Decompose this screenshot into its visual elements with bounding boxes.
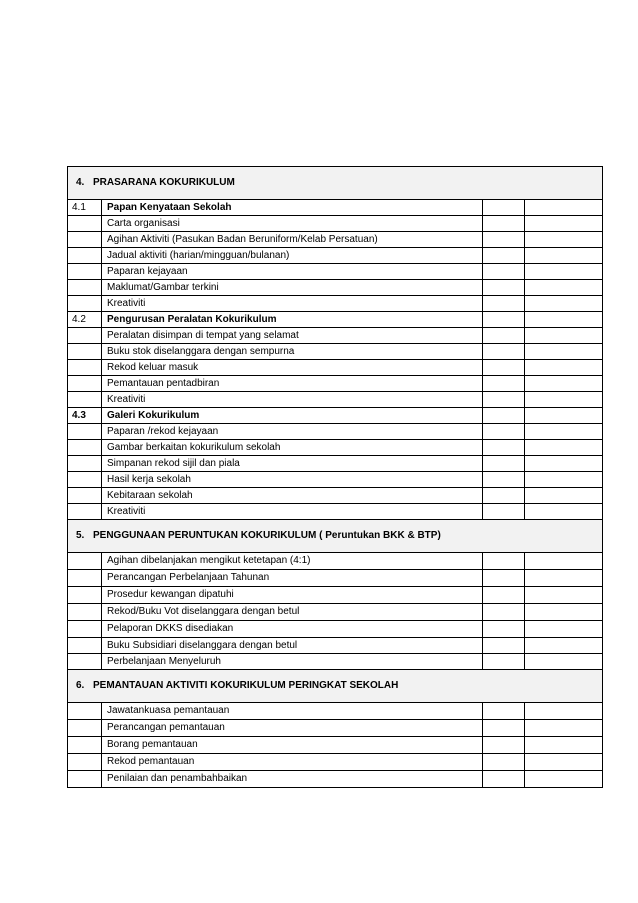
check-cell-a[interactable] [483, 754, 525, 771]
checklist-row [68, 488, 603, 504]
check-cell-a[interactable] [483, 771, 525, 788]
checklist-row [68, 654, 603, 670]
checklist-item: Rekod/Buku Vot diselanggara dengan betul [102, 604, 483, 621]
checklist-item: Kreativiti [102, 504, 483, 520]
checklist-item: Maklumat/Gambar terkini [102, 280, 483, 296]
row-number-cell [68, 703, 102, 720]
checklist-item: Gambar berkaitan kokurikulum sekolah [102, 440, 483, 456]
section-title-cell [68, 670, 603, 703]
check-cell-b[interactable] [525, 248, 603, 264]
checklist-item: Perancangan pemantauan [102, 720, 483, 737]
checklist-item: Jawatankuasa pemantauan [102, 703, 483, 720]
row-number-cell [68, 392, 102, 408]
checklist-row [68, 456, 603, 472]
check-cell-b[interactable] [525, 280, 603, 296]
checklist-row [68, 280, 603, 296]
checklist-row [68, 392, 603, 408]
check-cell-a[interactable] [483, 703, 525, 720]
checklist-row [68, 424, 603, 440]
row-number-cell [68, 604, 102, 621]
check-cell-b[interactable] [525, 570, 603, 587]
checklist-item: Paparan /rekod kejayaan [102, 424, 483, 440]
row-number-cell [68, 720, 102, 737]
check-cell-a[interactable] [483, 424, 525, 440]
row-number-cell [68, 344, 102, 360]
check-cell-b[interactable] [525, 587, 603, 604]
checklist-row [68, 360, 603, 376]
checklist-row [68, 248, 603, 264]
section-header [68, 520, 603, 553]
check-cell-b[interactable] [525, 360, 603, 376]
row-number-cell [68, 771, 102, 788]
subsection-title: Papan Kenyataan Sekolah [102, 200, 483, 216]
row-number-cell [68, 488, 102, 504]
check-cell-a[interactable] [483, 264, 525, 280]
check-cell-b[interactable] [525, 344, 603, 360]
check-cell-a[interactable] [483, 621, 525, 638]
check-cell-b[interactable] [525, 754, 603, 771]
check-cell-b[interactable] [525, 456, 603, 472]
check-cell-a[interactable] [483, 248, 525, 264]
check-cell-a[interactable] [483, 638, 525, 654]
check-cell-a[interactable] [483, 216, 525, 232]
check-cell-b[interactable] [525, 553, 603, 570]
checklist-row [68, 553, 603, 570]
check-cell-b[interactable] [525, 216, 603, 232]
check-cell-a[interactable] [483, 553, 525, 570]
row-number-cell [68, 553, 102, 570]
checklist-item: Borang pemantauan [102, 737, 483, 754]
check-cell-b[interactable] [525, 472, 603, 488]
check-cell-b[interactable] [525, 703, 603, 720]
check-cell-b[interactable] [525, 312, 603, 328]
check-cell-b[interactable] [525, 200, 603, 216]
checklist-row [68, 344, 603, 360]
row-number-cell [68, 456, 102, 472]
section-number: 6. [76, 680, 85, 691]
row-number-cell [68, 264, 102, 280]
check-cell-a[interactable] [483, 504, 525, 520]
section-title: PEMANTAUAN AKTIVITI KOKURIKULUM PERINGKAT SEKOLAH [93, 680, 399, 691]
checklist-item: Peralatan disimpan di tempat yang selamat [102, 328, 483, 344]
subsection-number: 4.3 [68, 408, 102, 424]
row-number-cell [68, 587, 102, 604]
row-number-cell [68, 754, 102, 771]
check-cell-b[interactable] [525, 604, 603, 621]
row-number-cell [68, 570, 102, 587]
checklist-item: Carta organisasi [102, 216, 483, 232]
checklist-row [68, 328, 603, 344]
checklist-row [68, 440, 603, 456]
row-number-cell [68, 296, 102, 312]
checklist-row [68, 587, 603, 604]
checklist-row [68, 754, 603, 771]
section-header [68, 670, 603, 703]
checklist-body [68, 167, 603, 788]
section-title-cell [68, 167, 603, 200]
check-cell-b[interactable] [525, 488, 603, 504]
check-cell-b[interactable] [525, 771, 603, 788]
row-number-cell [68, 328, 102, 344]
subsection-title: Galeri Kokurikulum [102, 408, 483, 424]
check-cell-a[interactable] [483, 280, 525, 296]
row-number-cell [68, 638, 102, 654]
checklist-item: Jadual aktiviti (harian/mingguan/bulanan) [102, 248, 483, 264]
checklist-row [68, 216, 603, 232]
checklist-row [68, 621, 603, 638]
checklist-row [68, 737, 603, 754]
checklist-item: Buku stok diselanggara dengan sempurna [102, 344, 483, 360]
row-number-cell [68, 472, 102, 488]
check-cell-a[interactable] [483, 344, 525, 360]
check-cell-a[interactable] [483, 570, 525, 587]
checklist-item: Rekod keluar masuk [102, 360, 483, 376]
check-cell-b[interactable] [525, 376, 603, 392]
checklist-item: Buku Subsidiari diselanggara dengan betul [102, 638, 483, 654]
row-number-cell [68, 376, 102, 392]
checklist-item: Prosedur kewangan dipatuhi [102, 587, 483, 604]
row-number-cell [68, 216, 102, 232]
checklist-row [68, 472, 603, 488]
check-cell-b[interactable] [525, 504, 603, 520]
checklist-sheet [67, 166, 602, 788]
checklist-item: Kebitaraan sekolah [102, 488, 483, 504]
check-cell-b[interactable] [525, 424, 603, 440]
checklist-row [68, 720, 603, 737]
check-cell-b[interactable] [525, 737, 603, 754]
checklist-item: Hasil kerja sekolah [102, 472, 483, 488]
checklist-row [68, 264, 603, 280]
subsection-row [68, 312, 603, 328]
check-cell-b[interactable] [525, 232, 603, 248]
checklist-item: Simpanan rekod sijil dan piala [102, 456, 483, 472]
check-cell-a[interactable] [483, 296, 525, 312]
section-title: PRASARANA KOKURIKULUM [93, 177, 235, 188]
check-cell-a[interactable] [483, 328, 525, 344]
row-number-cell [68, 280, 102, 296]
row-number-cell [68, 424, 102, 440]
check-cell-a[interactable] [483, 654, 525, 670]
check-cell-a[interactable] [483, 737, 525, 754]
checklist-item: Pemantauan pentadbiran [102, 376, 483, 392]
check-cell-b[interactable] [525, 392, 603, 408]
checklist-row [68, 376, 603, 392]
checklist-item: Paparan kejayaan [102, 264, 483, 280]
row-number-cell [68, 440, 102, 456]
check-cell-a[interactable] [483, 312, 525, 328]
check-cell-a[interactable] [483, 360, 525, 376]
checklist-item: Kreativiti [102, 296, 483, 312]
checklist-row [68, 232, 603, 248]
check-cell-a[interactable] [483, 232, 525, 248]
check-cell-a[interactable] [483, 408, 525, 424]
check-cell-a[interactable] [483, 440, 525, 456]
checklist-row [68, 604, 603, 621]
check-cell-a[interactable] [483, 200, 525, 216]
checklist-row [68, 638, 603, 654]
check-cell-b[interactable] [525, 638, 603, 654]
section-number: 4. [76, 177, 85, 188]
checklist-item: Penilaian dan penambahbaikan [102, 771, 483, 788]
check-cell-a[interactable] [483, 720, 525, 737]
checklist-row [68, 504, 603, 520]
check-cell-b[interactable] [525, 296, 603, 312]
subsection-number: 4.2 [68, 312, 102, 328]
section-number: 5. [76, 530, 85, 541]
section-title-cell [68, 520, 603, 553]
row-number-cell [68, 654, 102, 670]
row-number-cell [68, 232, 102, 248]
checklist-row [68, 703, 603, 720]
row-number-cell [68, 504, 102, 520]
subsection-number: 4.1 [68, 200, 102, 216]
row-number-cell [68, 360, 102, 376]
checklist-item: Kreativiti [102, 392, 483, 408]
check-cell-b[interactable] [525, 440, 603, 456]
checklist-row [68, 570, 603, 587]
check-cell-a[interactable] [483, 392, 525, 408]
checklist-item: Agihan dibelanjakan mengikut ketetapan (4:1) [102, 553, 483, 570]
checklist-item: Pelaporan DKKS disediakan [102, 621, 483, 638]
section-header [68, 167, 603, 200]
check-cell-a[interactable] [483, 456, 525, 472]
check-cell-a[interactable] [483, 587, 525, 604]
check-cell-b[interactable] [525, 408, 603, 424]
subsection-title: Pengurusan Peralatan Kokurikulum [102, 312, 483, 328]
subsection-row [68, 408, 603, 424]
row-number-cell [68, 737, 102, 754]
checklist-item: Perbelanjaan Menyeluruh [102, 654, 483, 670]
check-cell-b[interactable] [525, 720, 603, 737]
check-cell-b[interactable] [525, 621, 603, 638]
row-number-cell [68, 621, 102, 638]
section-title: PENGGUNAAN PERUNTUKAN KOKURIKULUM ( Peruntukan BKK & BTP) [93, 530, 441, 541]
checklist-item: Perancangan Perbelanjaan Tahunan [102, 570, 483, 587]
checklist-item: Agihan Aktiviti (Pasukan Badan Beruniform/Kelab Persatuan) [102, 232, 483, 248]
checklist-row [68, 296, 603, 312]
check-cell-a[interactable] [483, 376, 525, 392]
check-cell-a[interactable] [483, 488, 525, 504]
checklist-table [67, 166, 603, 788]
check-cell-a[interactable] [483, 604, 525, 621]
subsection-row [68, 200, 603, 216]
check-cell-b[interactable] [525, 264, 603, 280]
checklist-row [68, 771, 603, 788]
check-cell-b[interactable] [525, 328, 603, 344]
check-cell-b[interactable] [525, 654, 603, 670]
checklist-item: Rekod pemantauan [102, 754, 483, 771]
row-number-cell [68, 248, 102, 264]
check-cell-a[interactable] [483, 472, 525, 488]
